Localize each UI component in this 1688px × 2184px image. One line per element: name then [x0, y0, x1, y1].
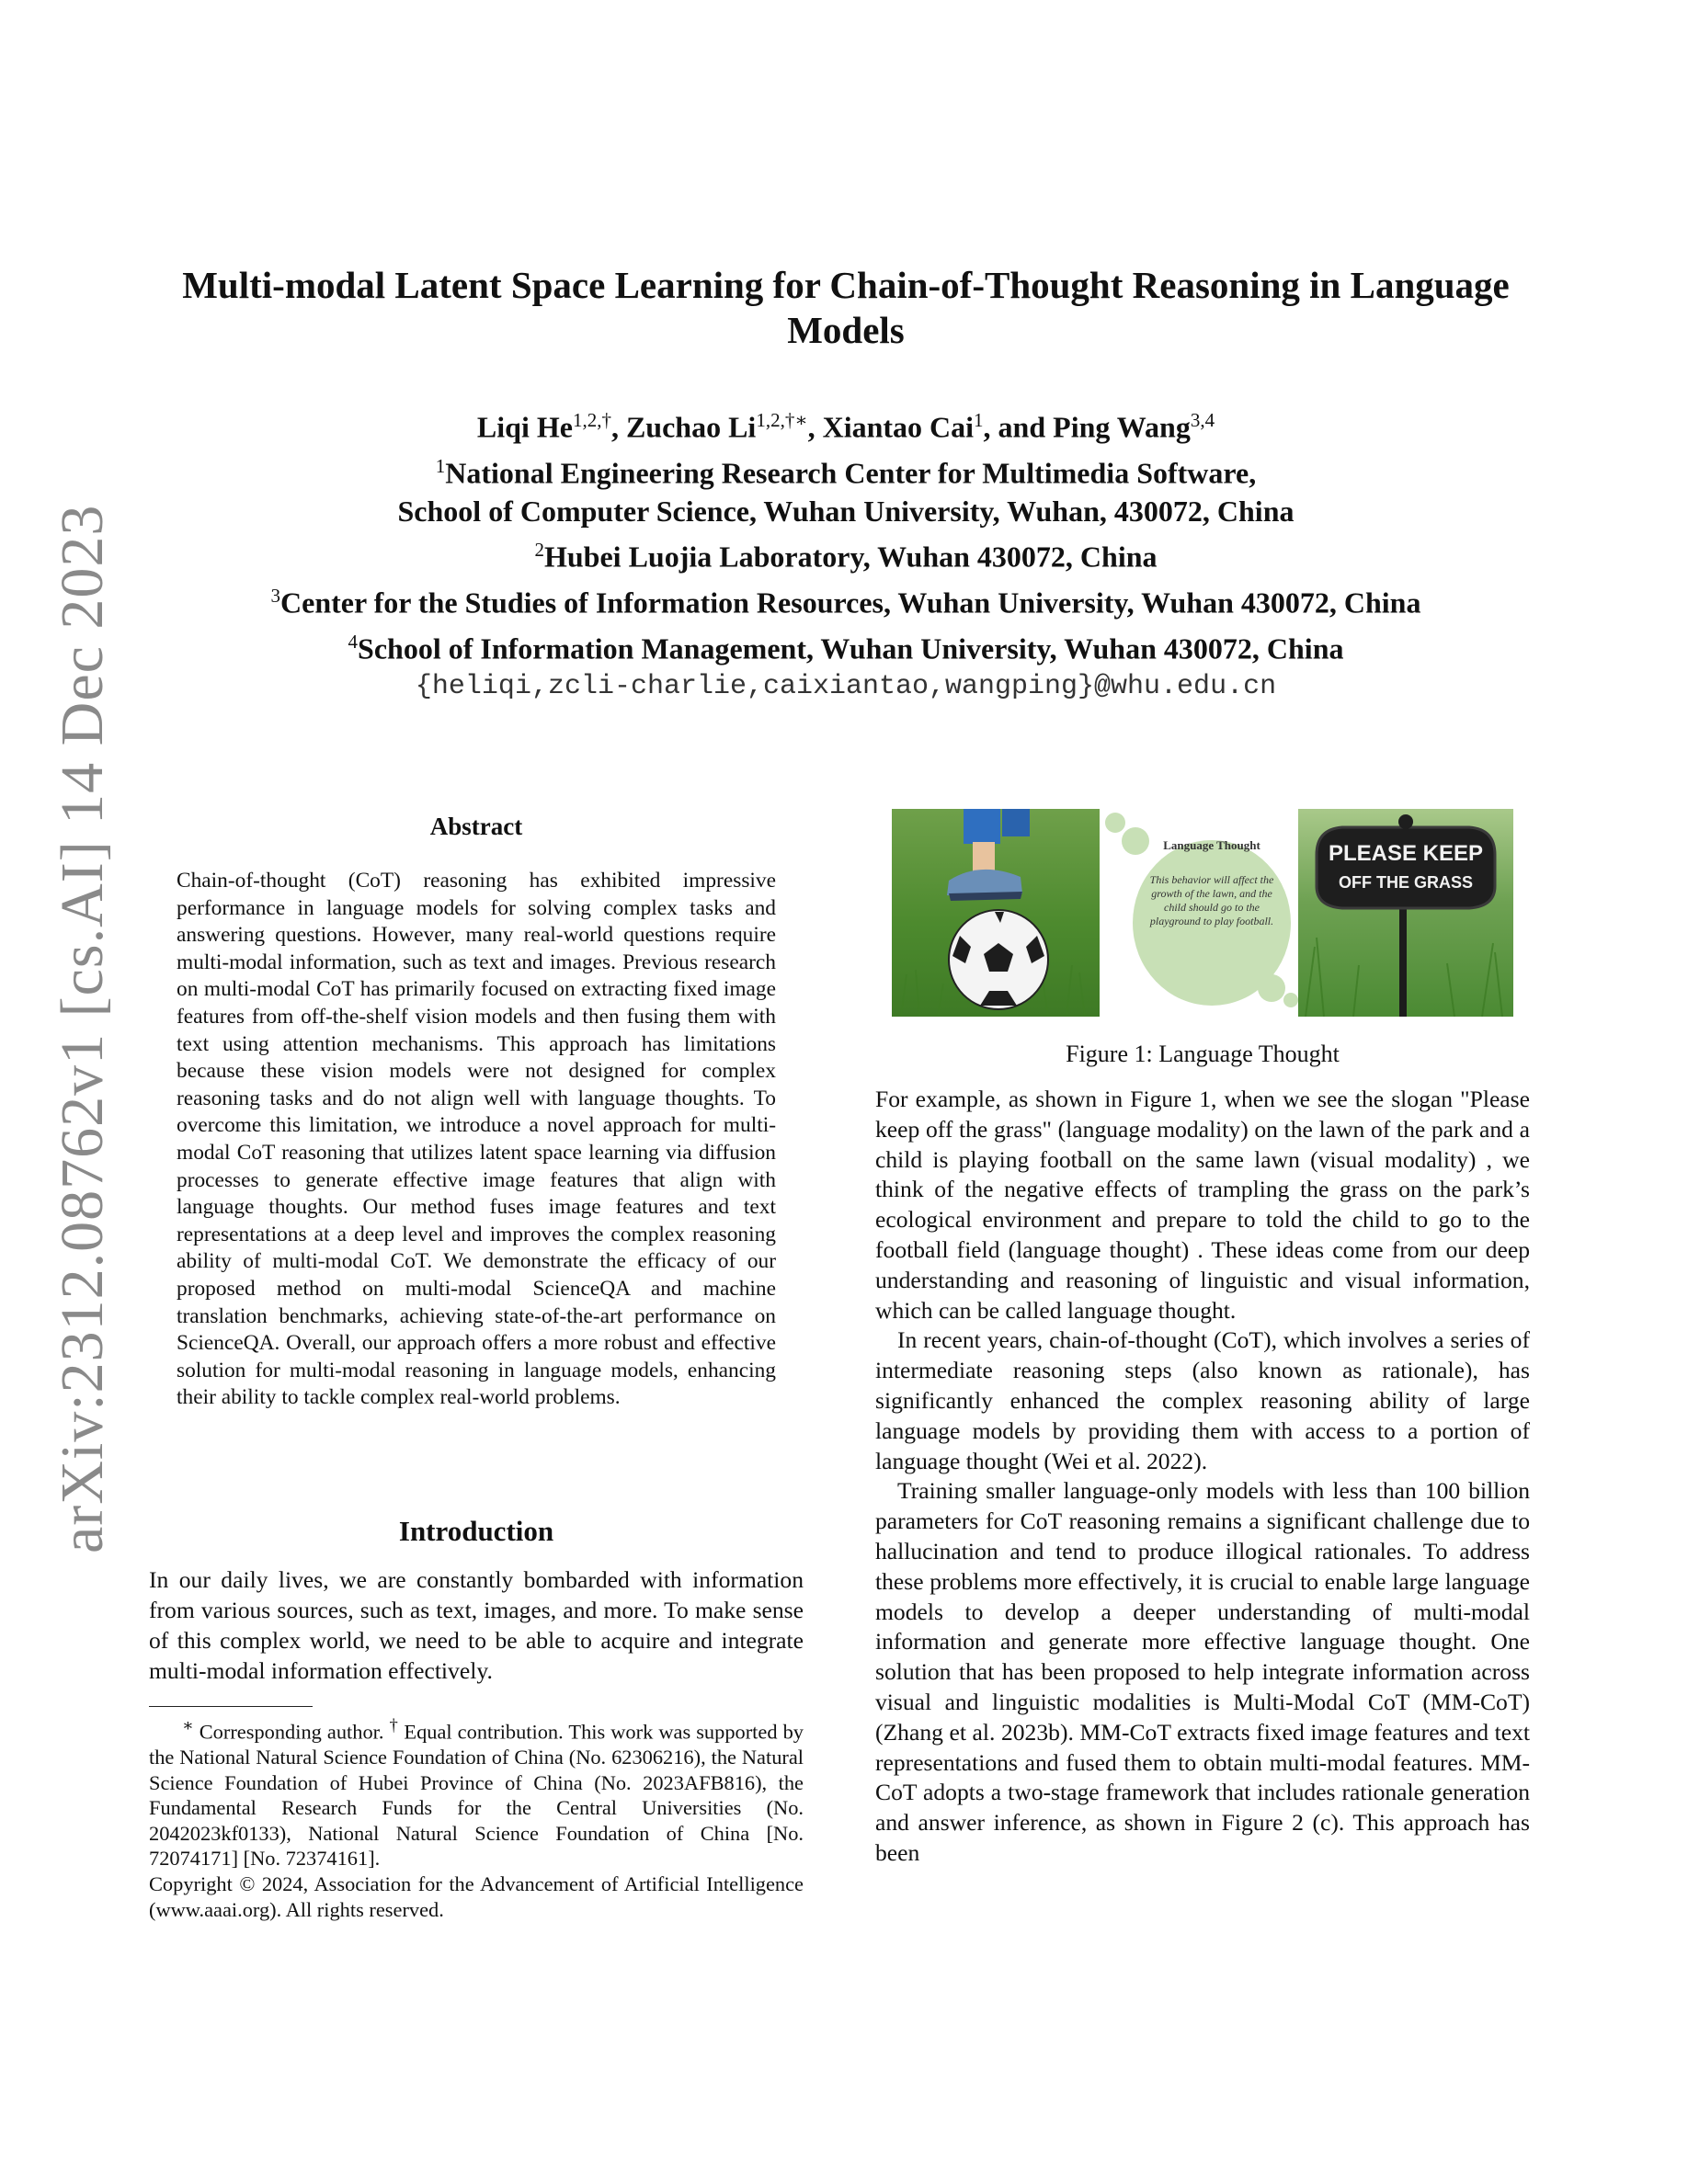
footnote-text: Corresponding author.: [193, 1720, 390, 1744]
author-block: [120, 401, 1572, 706]
paragraph: Training smaller language-only models with less than 100 billion parameters for CoT reasoning remains a significant challenge due to hallucination and tend to produce illogical rationales. To address these problems more effectively, it is crucial to enable large language models to develop a deeper understanding of multi-modal information and generate more effective language thought. One solution that has been proposed to help integrate information across visual and linguistic modalities is Multi-Modal CoT (MM-CoT) (Zhang et al. 2023b). MM-CoT extracts fixed image features and text representations and fused them to obtain multi-modal features. MM-CoT adopts a two-stage framework that includes rationale generation and answer inference, as shown in Figure 2 (c). This approach has been: [875, 1477, 1530, 1866]
sign-text-line1: PLEASE KEEP: [1328, 841, 1484, 866]
footnote-marker: ∗: [182, 1716, 194, 1735]
author-separator: ,: [807, 410, 823, 444]
abstract-heading: Abstract: [429, 813, 523, 840]
thought-bubble-title: [1133, 838, 1291, 853]
author-list: [120, 401, 1572, 447]
affiliation-line: [120, 492, 1572, 530]
affiliation-line: [120, 530, 1572, 576]
introduction-heading: Introduction: [398, 1515, 554, 1547]
thought-bubble-title-text: Language Thought: [1163, 838, 1260, 852]
affiliation-text: National Engineering Research Center for Multimedia Software,: [445, 456, 1257, 490]
author-superscript: 1,2,†∗: [756, 409, 808, 431]
affiliation-line: [120, 576, 1572, 622]
author-name: Xiantao Cai: [822, 410, 975, 444]
footnote: [149, 1713, 804, 1922]
child-football-illustration: [892, 809, 1100, 1017]
author-superscript: 3,4: [1190, 409, 1215, 431]
introduction-text: In our daily lives, we are constantly bombarded with information from various sources, such as text, images, and more. To make sense of this complex world, we need to be able to acquire and integrate multi-modal information effectively.: [149, 1566, 804, 1684]
author-superscript: 1,2,†: [572, 409, 611, 431]
figure-caption: Figure 1: Language Thought: [1066, 1041, 1340, 1067]
author-separator: , and: [983, 410, 1054, 444]
paragraph: For example, as shown in Figure 1, when we see the slogan "Please keep off the grass" (language modality) on the lawn of the park and a child is playing football on the same lawn (visual modality) , we think of the negative effects of trampling the grass on the park’s ecological environment and prepare to told the child to go to the football field (language thought) . These ideas come from our deep understanding and reasoning of linguistic and visual information, which can be called language thought.: [875, 1086, 1530, 1324]
affiliation-text: School of Computer Science, Wuhan University, Wuhan, 430072, China: [397, 495, 1295, 529]
keep-off-grass-sign-photo: [1298, 809, 1513, 1017]
affiliation-text: Hubei Luojia Laboratory, Wuhan 430072, China: [543, 540, 1158, 574]
arxiv-side-stamp: arXiv:2312.08762v1 [cs.AI] 14 Dec 2023: [49, 504, 116, 1553]
figure-1: [892, 809, 1513, 1018]
footnote-divider: [149, 1706, 313, 1707]
thought-bubble-dot: [1258, 974, 1285, 1002]
abstract-text: Chain-of-thought (CoT) reasoning has exhibited impressive performance in language models for solving complex tasks and answering questions. However, many real-world questions require multi-modal information, such as text and images. Previous research on multi-modal CoT has primarily focused on extracting fixed image features from off-the-shelf vision models and then fusing them with text using attention mechanisms. This approach has limitations because these vision models were not designed for complex reasoning tasks and do not align well with language thoughts. To overcome this limitation, we introduce a novel approach for multi-modal CoT reasoning that utilizes latent space learning via diffusion processes to generate effective image features that align with language thoughts. Our method fuses image features and text representations at a deep level and improves the complex reasoning ability of multi-modal CoT. We demonstrate the efficacy of our proposed method on multi-modal ScienceQA and machine translation benchmarks, achieving state-of-the-art performance on ScienceQA. Overall, our approach offers a more robust and effective solution for multi-modal reasoning in language models, enhancing their ability to tackle complex real-world problems.: [177, 869, 776, 1410]
affiliation-superscript: 2: [534, 539, 544, 562]
footnote-funding: [149, 1713, 804, 1871]
author-name: Liqi He: [476, 410, 573, 444]
author-separator: ,: [610, 410, 626, 444]
thought-bubble-dot: [1105, 813, 1125, 833]
paragraph: In recent years, chain-of-thought (CoT), which involves a series of intermediate reasoning steps (also known as rationale), has significantly enhanced the complex reasoning ability of large language models by providing them with access to a portion of language thought (Wei et al. 2022).: [875, 1326, 1530, 1474]
affiliation-line: [120, 622, 1572, 668]
affiliation-superscript: 1: [435, 454, 446, 477]
sign-text-line2: OFF THE GRASS: [1338, 873, 1474, 892]
affiliation-text: School of Information Management, Wuhan University, Wuhan 430072, China: [358, 631, 1344, 665]
copyright-notice: Copyright © 2024, Association for the Advancement of Artificial Intelligence (www.aaai.org). All rights reserved.: [149, 1872, 804, 1921]
author-emails: {heliqi,zcli-charlie,caixiantao,wangping}@whu.edu.cn: [415, 671, 1277, 703]
sign-illustration: [1298, 809, 1513, 1017]
thought-bubble-body: This behavior will affect the growth of the lawn, and the child should go to the playground to play football.: [1149, 873, 1274, 927]
child-football-photo: [892, 809, 1100, 1017]
paper-title: Multi-modal Latent Space Learning for Chain-of-Thought Reasoning in Language Models: [182, 264, 1510, 351]
thought-bubble-text: [1133, 873, 1291, 928]
affiliation-text: Center for the Studies of Information Resources, Wuhan University, Wuhan 430072, China: [280, 586, 1421, 620]
right-column-body: [875, 1085, 1530, 1869]
affiliation-superscript: 4: [348, 630, 359, 653]
affiliation-superscript: 3: [270, 584, 281, 607]
author-superscript: 1: [974, 409, 984, 431]
footnote-marker: †: [389, 1716, 399, 1735]
affiliation-line: [120, 447, 1572, 493]
thought-bubble-dot: [1283, 993, 1298, 1007]
author-name: Ping Wang: [1053, 410, 1191, 444]
footnote-text: Equal contribution. This work was supported by the National Natural Science Foundation of China (No. 62306216), the Natural Science Foundation of Hubei Province of China (No. 2023AFB816), the Fundamental Research Funds for the Central Universities (No. 2042023kf0133), National Natural Science Foundation of China [No. 72074171] [No. 72374161].: [149, 1720, 804, 1871]
author-name: Zuchao Li: [625, 410, 757, 444]
